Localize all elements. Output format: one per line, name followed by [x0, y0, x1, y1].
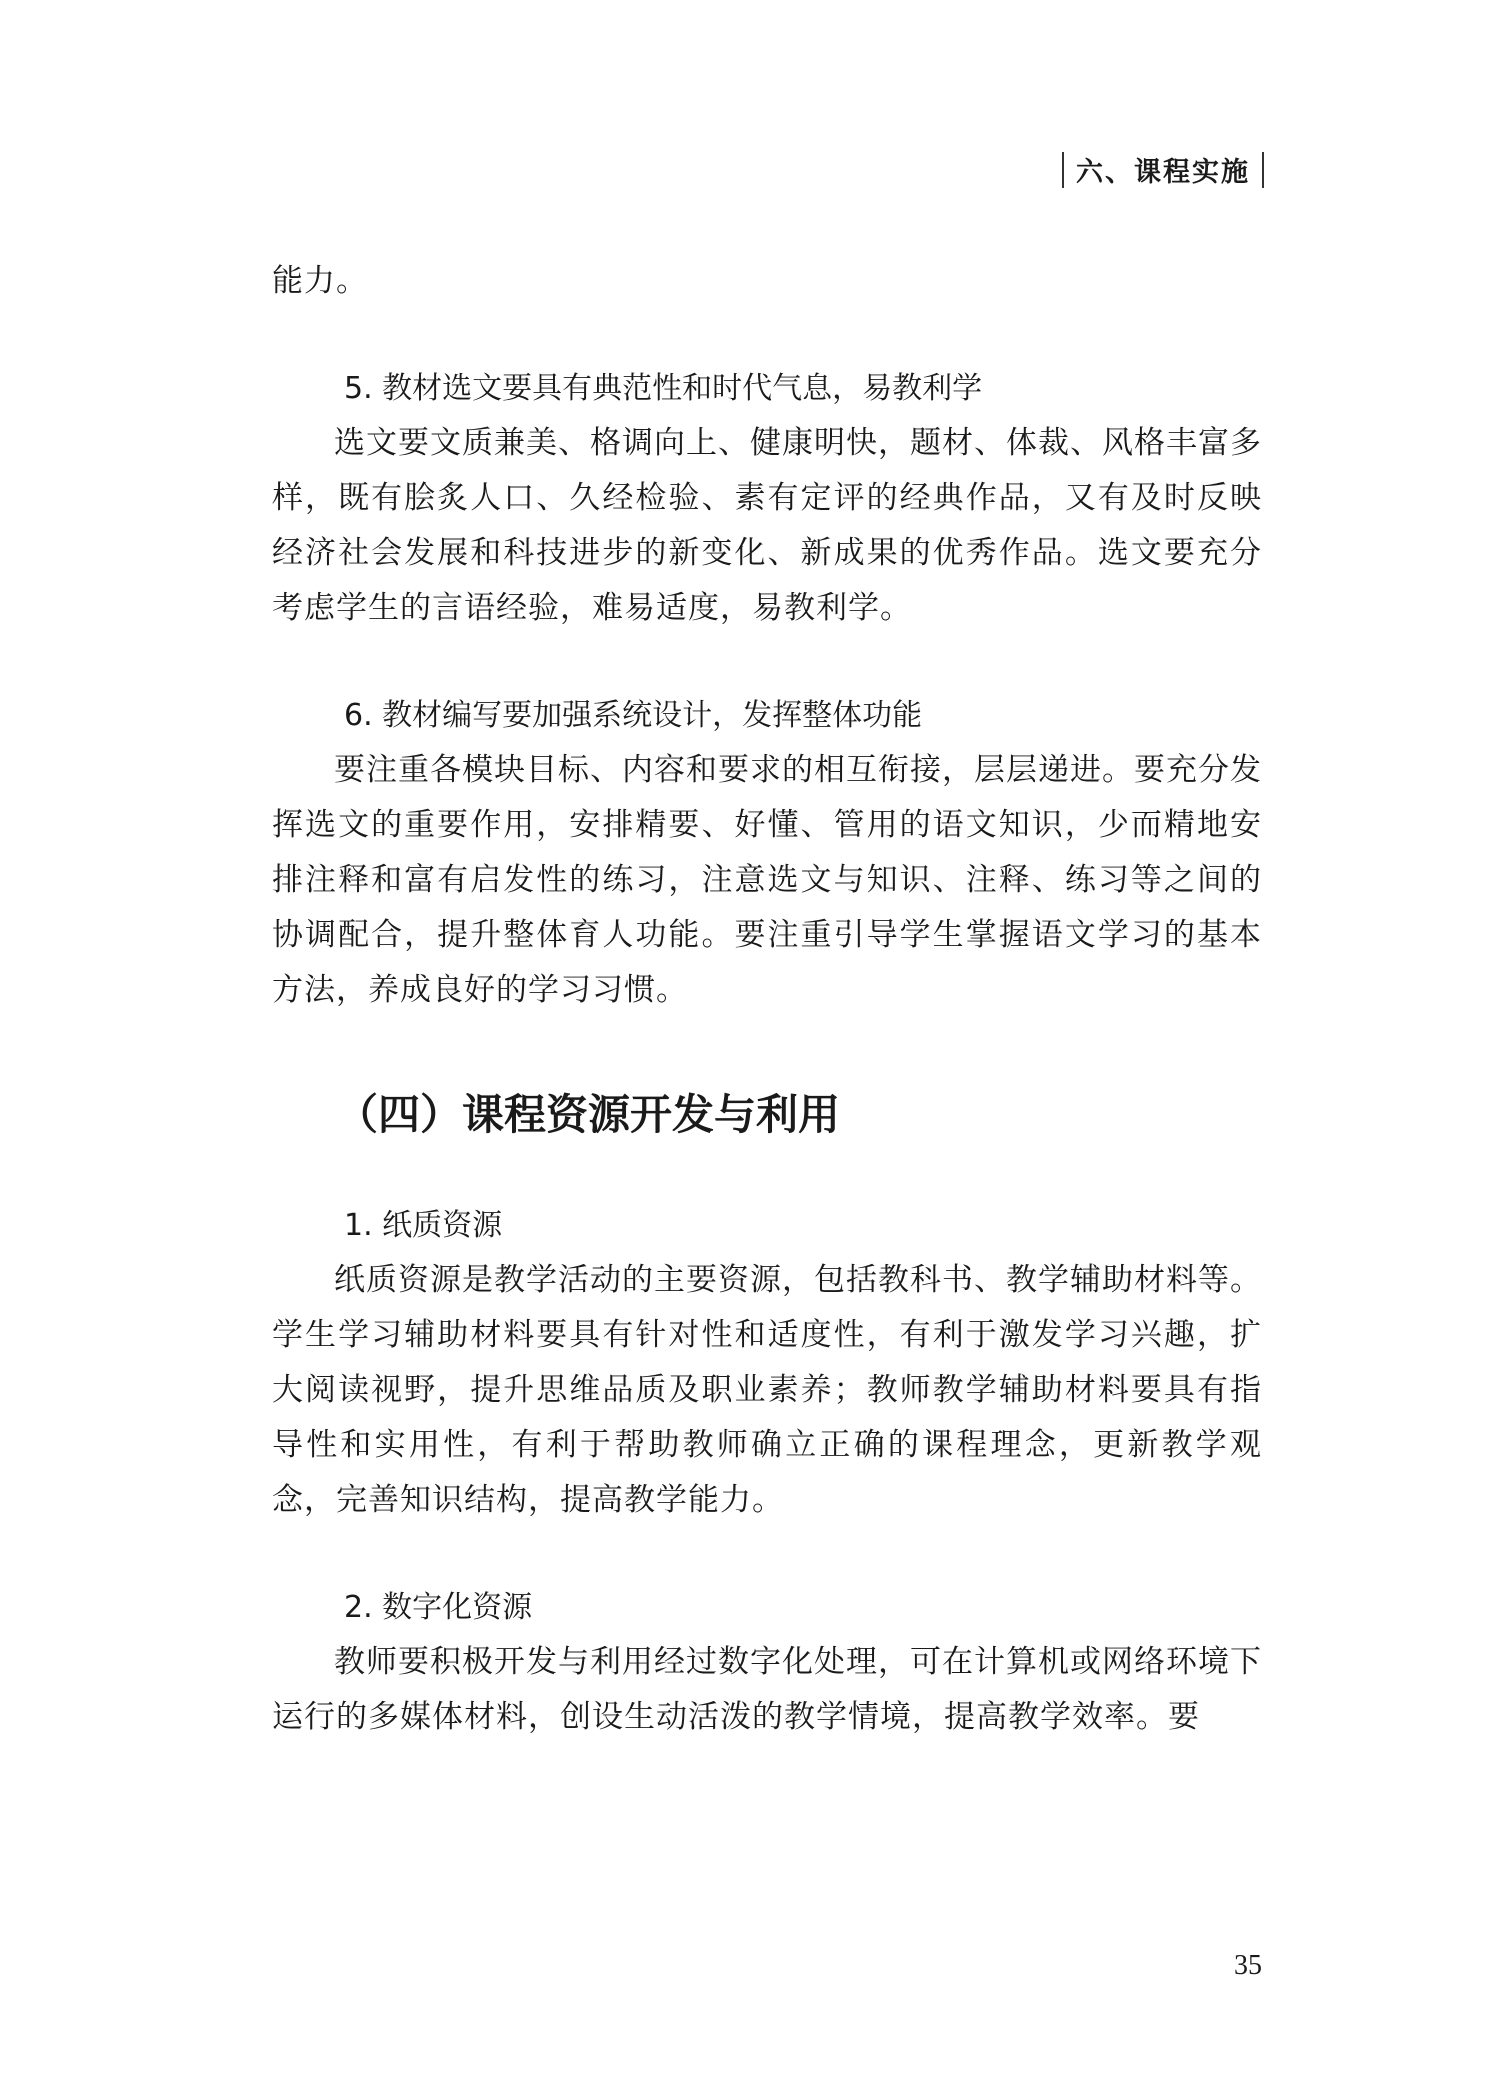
subsection-2-paragraph: 教师要积极开发与利用经过数字化处理，可在计算机或网络环境下运行的多媒体材料，创设生动活泼的教学情境，提高教学效率。要	[272, 1644, 1262, 1735]
header-divider-right	[1262, 152, 1264, 188]
running-title: 六、课程实施	[1076, 157, 1250, 188]
header-divider-left	[1062, 152, 1064, 188]
section-5-paragraph: 选文要文质兼美、格调向上、健康明快，题材、体裁、风格丰富多样，既有脍炙人口、久经检验、素有定评的经典作品，又有及时反映经济社会发展和科技进步的新变化、新成果的优秀作品。选文要充分考虑学生的言语经验，难易适度，易教利学。	[272, 425, 1262, 626]
page-number: 35	[1234, 1950, 1262, 1981]
subsection-2-heading: 2. 数字化资源	[344, 1590, 533, 1625]
section-5-heading: 5. 教材选文要具有典范性和时代气息，易教利学	[344, 371, 983, 406]
running-header	[1062, 150, 1264, 189]
section-6-paragraph: 要注重各模块目标、内容和要求的相互衔接，层层递进。要充分发挥选文的重要作用，安排精要、好懂、管用的语文知识，少而精地安排注释和富有启发性的练习，注意选文与知识、注释、练习等之间的协调配合，提升整体育人功能。要注重引导学生掌握语文学习的基本方法，养成良好的学习习惯。	[272, 752, 1262, 1008]
page-body	[272, 254, 1262, 1745]
intro-paragraph: 能力。	[272, 263, 368, 299]
subsection-1-paragraph: 纸质资源是教学活动的主要资源，包括教科书、教学辅助材料等。学生学习辅助材料要具有针对性和适度性，有利于激发学习兴趣，扩大阅读视野，提升思维品质及职业素养；教师教学辅助材料要具有指导性和实用性，有利于帮助教师确立正确的课程理念，更新教学观念，完善知识结构，提高教学能力。	[272, 1262, 1262, 1518]
subsection-1-heading: 1. 纸质资源	[344, 1208, 503, 1243]
section-6-heading: 6. 教材编写要加强系统设计，发挥整体功能	[344, 698, 923, 733]
chapter-heading: （四）课程资源开发与利用	[336, 1090, 841, 1139]
